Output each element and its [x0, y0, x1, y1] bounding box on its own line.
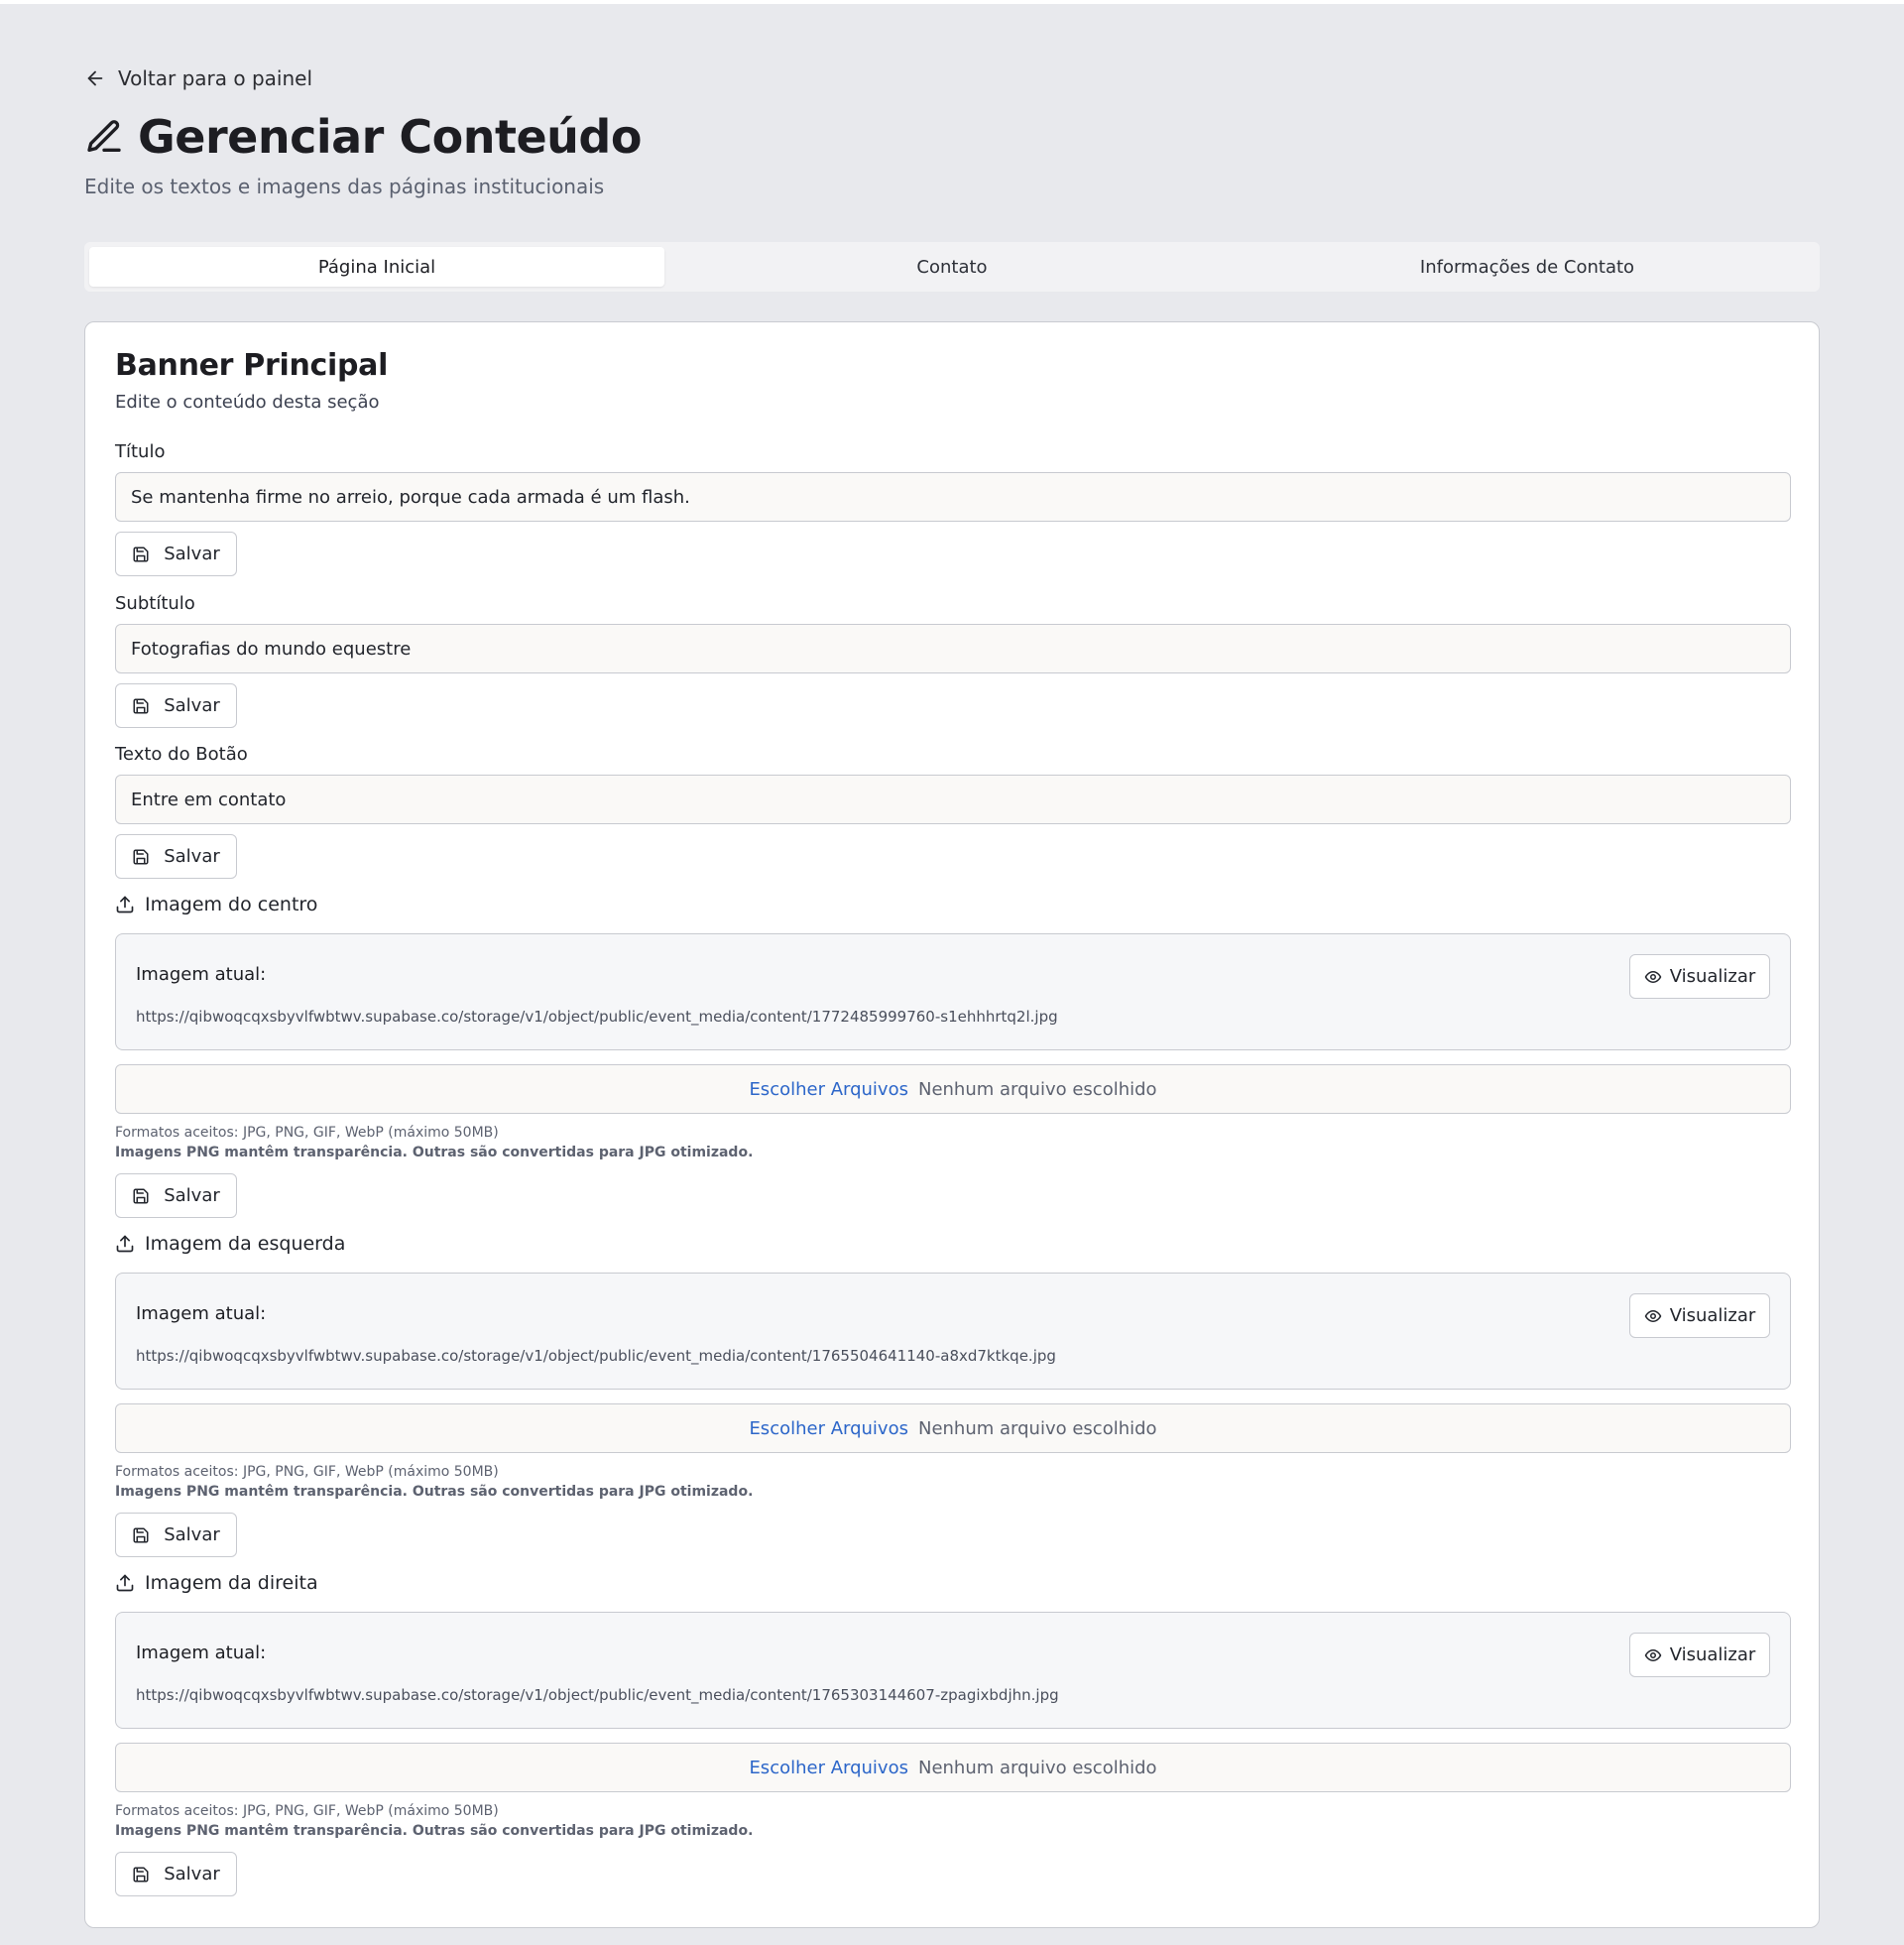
eye-icon: [1644, 968, 1662, 986]
choose-files-button[interactable]: Escolher Arquivos: [749, 1417, 908, 1439]
subtitulo-input[interactable]: Fotografias do mundo equestre: [115, 624, 1791, 673]
formats-help: Formatos aceitos: JPG, PNG, GIF, WebP (máximo 50MB): [115, 1803, 499, 1819]
section-title: Banner Principal: [115, 348, 389, 383]
page-title-text: Gerenciar Conteúdo: [138, 110, 642, 164]
current-image-title: Imagem atual:: [136, 1303, 267, 1324]
section-card: [84, 321, 1820, 1928]
imagem-centro-label: [115, 894, 317, 915]
view-button-label: Visualizar: [1669, 966, 1756, 987]
save-button-label: Salvar: [164, 1864, 220, 1884]
upload-icon: [115, 1234, 135, 1254]
imagem-esquerda-file-input[interactable]: [115, 1403, 1791, 1453]
save-button-label: Salvar: [164, 544, 220, 564]
png-help: Imagens PNG mantêm transparência. Outras são convertidas para JPG otimizado.: [115, 1823, 754, 1839]
save-icon: [132, 546, 150, 563]
pencil-icon: [84, 117, 124, 157]
imagem-esquerda-current: [115, 1273, 1791, 1390]
imagem-direita-label-text: Imagem da direita: [145, 1572, 318, 1594]
page-subtitle: Edite os textos e imagens das páginas institucionais: [84, 175, 605, 198]
tab-list: [84, 242, 1820, 292]
no-file-text: Nenhum arquivo escolhido: [917, 1078, 1157, 1100]
subtitulo-label: Subtítulo: [115, 593, 195, 614]
png-help: Imagens PNG mantêm transparência. Outras são convertidas para JPG otimizado.: [115, 1484, 754, 1500]
current-image-url: https://qibwoqcqxsbyvlfwbtwv.supabase.co/storage/v1/object/public/event_media/content/1765303144607-zpagixbdjhn.jpg: [136, 1686, 1059, 1704]
top-border: [0, 0, 1904, 4]
view-imagem-direita-button[interactable]: [1629, 1633, 1770, 1677]
titulo-label: Título: [115, 441, 166, 462]
view-imagem-centro-button[interactable]: [1629, 954, 1770, 999]
save-icon: [132, 1866, 150, 1884]
back-link-label: Voltar para o painel: [118, 66, 313, 90]
save-subtitulo-button[interactable]: [115, 683, 237, 728]
current-image-url: https://qibwoqcqxsbyvlfwbtwv.supabase.co/storage/v1/object/public/event_media/content/1772485999760-s1ehhhrtq2l.jpg: [136, 1008, 1058, 1026]
imagem-direita-current: [115, 1612, 1791, 1729]
imagem-centro-label-text: Imagem do centro: [145, 894, 318, 915]
page-title: [84, 107, 642, 167]
imagem-centro-current: [115, 933, 1791, 1050]
save-icon: [132, 848, 150, 866]
tab-contato[interactable]: Contato: [916, 256, 988, 278]
imagem-esquerda-label-text: Imagem da esquerda: [145, 1233, 346, 1255]
png-help: Imagens PNG mantêm transparência. Outras são convertidas para JPG otimizado.: [115, 1145, 754, 1160]
save-titulo-button[interactable]: [115, 532, 237, 576]
save-icon: [132, 1187, 150, 1205]
imagem-direita-file-input[interactable]: [115, 1743, 1791, 1792]
save-button-label: Salvar: [164, 846, 220, 867]
save-button-label: Salvar: [164, 1185, 220, 1206]
texto-botao-input[interactable]: Entre em contato: [115, 775, 1791, 824]
save-texto-botao-button[interactable]: [115, 834, 237, 879]
choose-files-button[interactable]: Escolher Arquivos: [749, 1078, 908, 1100]
section-description: Edite o conteúdo desta seção: [115, 392, 380, 413]
save-button-label: Salvar: [164, 695, 220, 716]
save-button-label: Salvar: [164, 1524, 220, 1545]
view-imagem-esquerda-button[interactable]: [1629, 1293, 1770, 1338]
tab-pagina-inicial[interactable]: Página Inicial: [89, 247, 664, 287]
imagem-centro-file-input[interactable]: [115, 1064, 1791, 1114]
back-to-dashboard-link[interactable]: [84, 65, 312, 91]
formats-help: Formatos aceitos: JPG, PNG, GIF, WebP (máximo 50MB): [115, 1125, 499, 1141]
current-image-title: Imagem atual:: [136, 1642, 267, 1663]
no-file-text: Nenhum arquivo escolhido: [917, 1417, 1157, 1439]
no-file-text: Nenhum arquivo escolhido: [917, 1757, 1157, 1778]
current-image-title: Imagem atual:: [136, 964, 267, 985]
save-icon: [132, 697, 150, 715]
current-image-url: https://qibwoqcqxsbyvlfwbtwv.supabase.co/storage/v1/object/public/event_media/content/1765504641140-a8xd7ktkqe.jpg: [136, 1347, 1056, 1365]
texto-botao-label: Texto do Botão: [115, 744, 248, 765]
imagem-esquerda-label: [115, 1233, 345, 1255]
save-imagem-direita-button[interactable]: [115, 1852, 237, 1896]
choose-files-button[interactable]: Escolher Arquivos: [749, 1757, 908, 1778]
save-icon: [132, 1526, 150, 1544]
view-button-label: Visualizar: [1669, 1305, 1756, 1326]
tab-informacoes-de-contato[interactable]: Informações de Contato: [1419, 256, 1635, 278]
save-imagem-centro-button[interactable]: [115, 1173, 237, 1218]
imagem-direita-label: [115, 1572, 318, 1594]
arrow-left-icon: [84, 67, 106, 89]
view-button-label: Visualizar: [1669, 1644, 1756, 1665]
upload-icon: [115, 895, 135, 914]
titulo-input[interactable]: Se mantenha firme no arreio, porque cada armada é um flash.: [115, 472, 1791, 522]
eye-icon: [1644, 1307, 1662, 1325]
formats-help: Formatos aceitos: JPG, PNG, GIF, WebP (máximo 50MB): [115, 1464, 499, 1480]
save-imagem-esquerda-button[interactable]: [115, 1513, 237, 1557]
eye-icon: [1644, 1646, 1662, 1664]
upload-icon: [115, 1573, 135, 1593]
